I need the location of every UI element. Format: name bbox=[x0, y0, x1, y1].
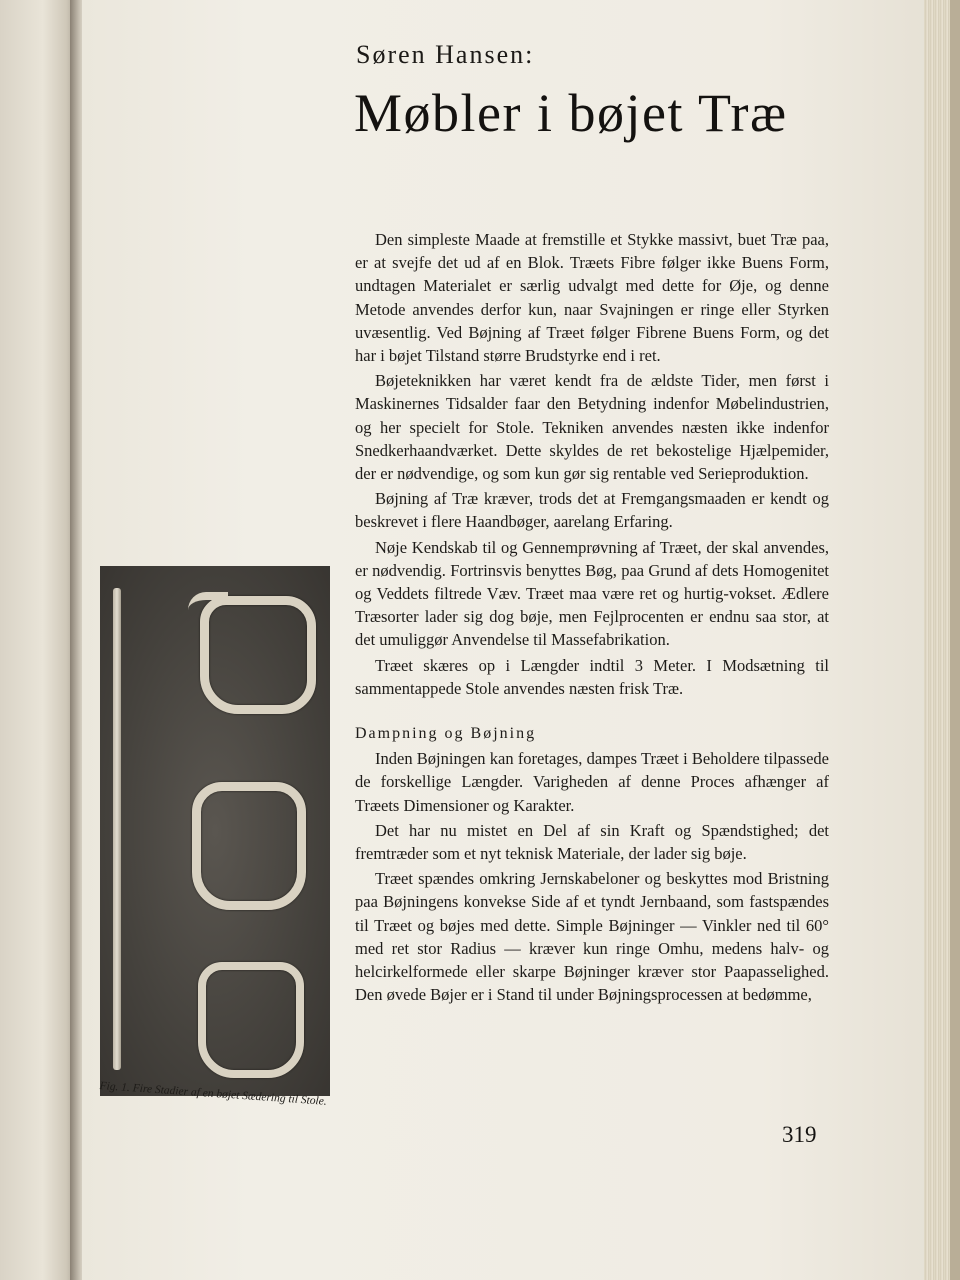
paragraph: Den simpleste Maade at fremstille et Stykke massivt, buet Træ paa, er at svejfe det ud af en Blok. Træets Fibre følger ikke Buens Form, undtagen Materialet er særlig udvalgt med dette for Øje, og denne Metode anvendes derfor kun, naar Svajningen er ringe eller Styrken uvæsentlig. Ved Bøjning af Træet følger Fibrene Buens Form, og det har i bøjet Tilstand større Brudstyrke end i ret. bbox=[355, 230, 829, 366]
article-body bbox=[355, 228, 829, 1009]
paragraph: Inden Bøjningen kan foretages, dampes Træet i Beholdere tilpassede de forskellige Længder. Varigheden af denne Proces afhænger af Træets Dimensioner og Karakter. bbox=[355, 749, 829, 815]
section-heading: Dampning og Bøjning bbox=[355, 725, 537, 743]
bent-ring-closed bbox=[192, 782, 306, 910]
figure-photo bbox=[100, 566, 330, 1096]
article-title: Møbler i bøjet Træ bbox=[354, 83, 788, 143]
bent-ring-finished bbox=[198, 962, 304, 1078]
paragraph: Træet spændes omkring Jernskabeloner og beskyttes mod Bristning paa Bøjningens konvekse Side af et tyndt Jernbaand, som fastspændes til Træet og bøjes med dette. Simple Bøjninger — Vinkler ned til 60° med ret stor Radius — kræver kun ringe Omhu, medens halv- og helcirkelformede eller skarpe Bøjninger kræver stor Paapasselighed. Den øvede Bøjer er i Stand til under Bøjningsprocessen at bedømme, bbox=[355, 869, 829, 1005]
paragraph: Bøjning af Træ kræver, trods det at Fremgangsmaaden er kendt og beskrevet i flere Haandbøger, aarelang Erfaring. bbox=[355, 489, 829, 532]
straight-wood-strip bbox=[113, 588, 121, 1070]
figure-caption: Fig. 1. Fire Stadier af en bøjet Sædering til Stole. bbox=[99, 1080, 328, 1108]
paragraph: Nøje Kendskab til og Gennemprøvning af Træet, der skal anvendes, er nødvendig. Fortrinsvis benyttes Bøg, paa Grund af dets Homogenitet og Veddets filtrede Væv. Træet maa være ret og hurtig-vokset. Ædlere Træsorter lader sig dog bøje, men Fejlprocenten er endnu saa stor, at det umuliggør Anvendelse til Massefabrikation. bbox=[355, 537, 829, 650]
paragraph: Bøjeteknikken har været kendt fra de ældste Tider, men først i Maskinernes Tidsalder faar den Betydning indenfor Møbelindustrien, og her specielt for Stole. Tekniken anvendes næsten ikke indenfor Snedkerhaandværket. Dette skyldes de ret bekostelige Hjælpemider, der er nødvendige, og som kun gør sig rentable ved Serieproduktion. bbox=[355, 371, 829, 484]
cover-edge bbox=[950, 0, 960, 1280]
left-page bbox=[0, 0, 78, 1280]
paragraph: Træet skæres op i Længder indtil 3 Meter. I Modsætning til sammentappede Stole anvendes næsten frisk Træ. bbox=[355, 655, 829, 698]
paragraph: Det har nu mistet en Del af sin Kraft og Spændstighed; det fremtræder som et nyt teknisk Materiale, der lader sig bøje. bbox=[355, 820, 829, 864]
page-number: 319 bbox=[782, 1122, 817, 1147]
ring-overlap-end bbox=[188, 592, 228, 612]
bent-ring-open bbox=[200, 596, 316, 714]
author-name: Søren Hansen: bbox=[356, 40, 535, 69]
